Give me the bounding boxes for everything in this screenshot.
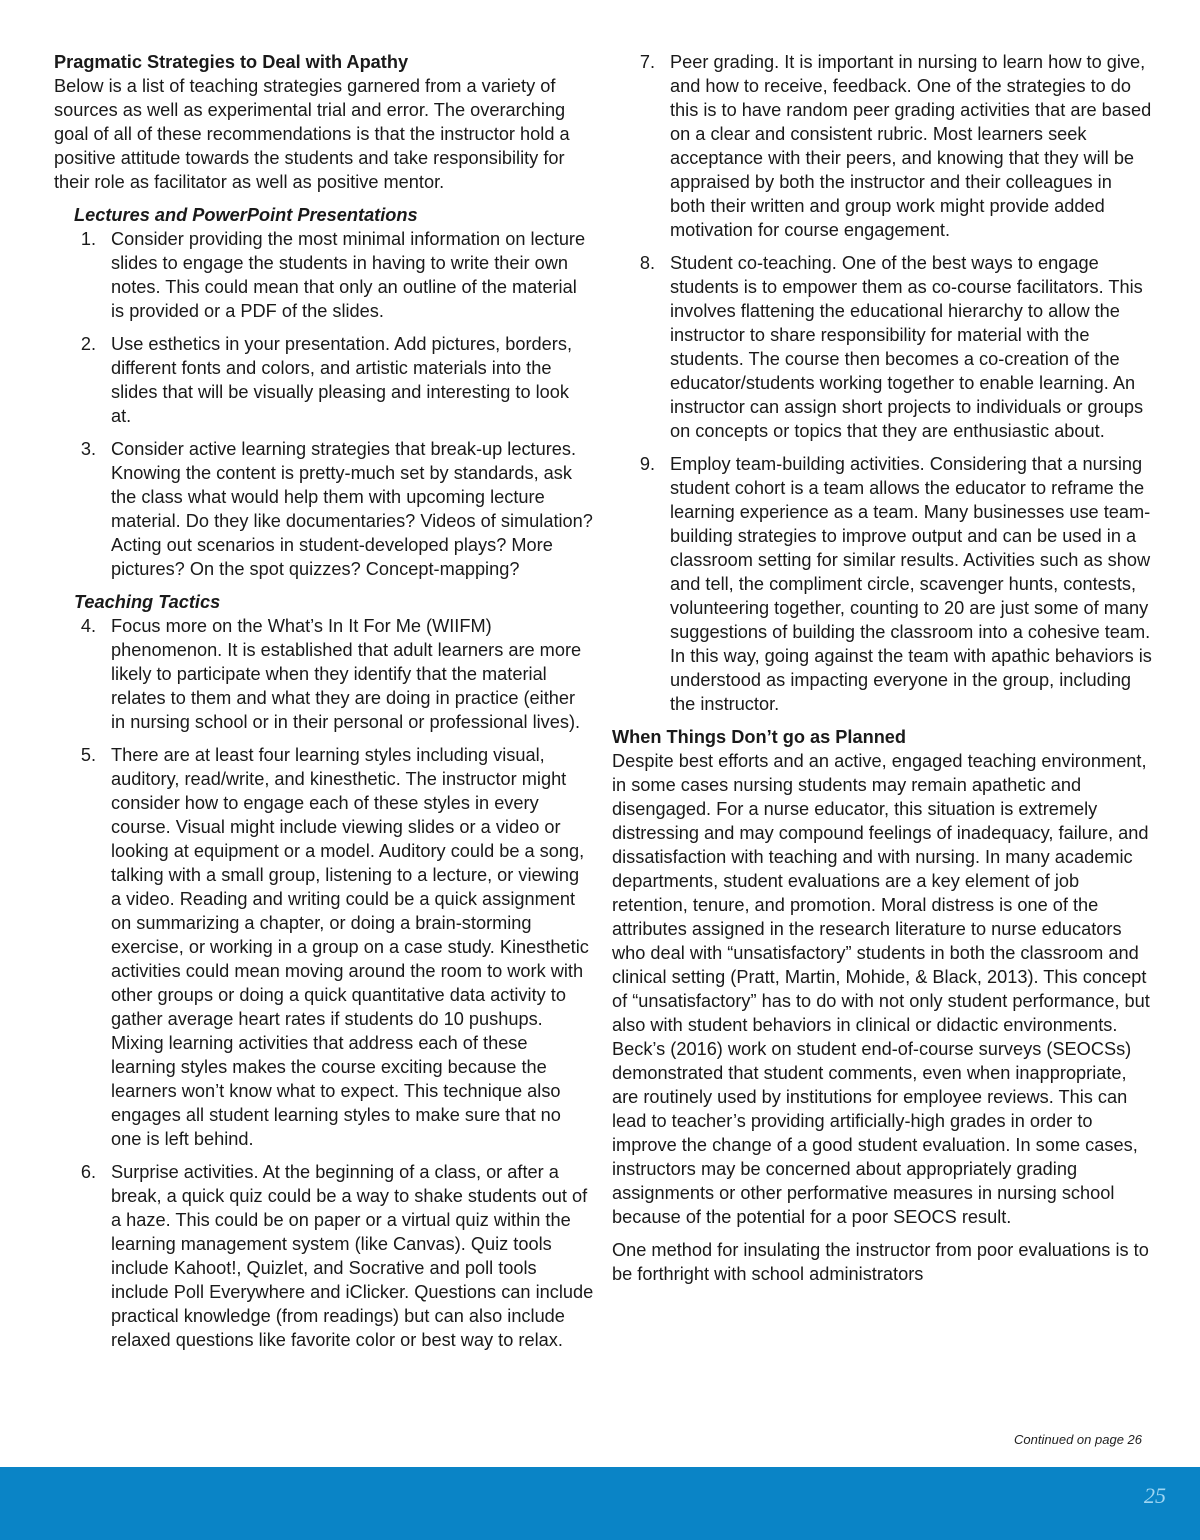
right-column xyxy=(612,50,1152,1286)
body-paragraph: One method for insulating the instructor from poor evaluations is to be forthright with school administrators xyxy=(612,1240,1149,1284)
list-item: 3. Consider active learning strategies that break-up lectures. Knowing the content is pretty-much set by standards, ask the class what would help them with upcoming lecture material. Do they like documentaries? Videos of simulation? Acting out scenarios in student-developed plays? More pictures? On the spot quizzes? Concept-mapping? xyxy=(80,439,593,579)
section-heading-not-planned: When Things Don’t go as Planned xyxy=(612,727,907,747)
subheading-teaching-tactics: Teaching Tactics xyxy=(74,592,221,612)
list-item: 9. Employ team-building activities. Considering that a nursing student cohort is a team allows the educator to reframe the learning experience as a team. Many businesses use team-building strategies to improve output and can be used in a classroom setting for similar results. Activities such as show and tell, the compliment circle, scavenger hunts, contests, volunteering together, counting to 20 are just some of many suggestions of building the classroom into a cohesive team. In this way, going against the team with apathic behaviors is understood as impacting everyone in the group, including the instructor. xyxy=(639,454,1152,714)
list-teaching-tactics xyxy=(54,614,594,1352)
body-paragraph: Despite best efforts and an active, engaged teaching environment, in some cases nursing students may remain apathetic and disengaged. For a nurse educator, this situation is extremely distressing and may compound feelings of inadequacy, failure, and dissatisfaction with teaching and with nursing. In many academic departments, student evaluations are a key element of job retention, tenure, and promotion. Moral distress is one of the attributes assigned in the research literature to nurse educators who deal with “unsatisfactory” students in both the classroom and clinical setting (Pratt, Martin, Mohide, & Black, 2013). This concept of “unsatisfactory” has to do with not only student performance, but also with student behaviors in clinical or didactic environments. Beck’s (2016) work on student end-of-course surveys (SEOCSs) demonstrated that student comments, even when inappropriate, are routinely used by institutions for employee reviews. This can lead to teacher’s providing artificially-high grades in order to improve the change of a good student evaluation. In some cases, instructors may be concerned about appropriately grading assignments or other performative measures in nursing school because of the potential for a poor SEOCS result. xyxy=(612,751,1150,1227)
footer-bar xyxy=(0,1467,1200,1540)
left-column xyxy=(54,50,594,1361)
continued-note: Continued on page 26 xyxy=(1014,1432,1142,1447)
list-item: 7. Peer grading. It is important in nursing to learn how to give, and how to receive, feedback. One of the strategies to do this is to have random peer grading activities that are based on a clear and consistent rubric. Most learners seek acceptance with their peers, and knowing that they will be appraised by both the instructor and their colleagues in both their written and group work might provide added motivation for course engagement. xyxy=(639,52,1152,240)
subheading-lectures: Lectures and PowerPoint Presentations xyxy=(74,205,418,225)
page-number: 25 xyxy=(1144,1483,1166,1508)
list-item: 8. Student co-teaching. One of the best ways to engage students is to empower them as co-course facilitators. This involves flattening the educational hierarchy to allow the instructor to share responsibility for material with the students. The course then becomes a co-creation of the educator/students working together to enable learning. An instructor can assign short projects to individuals or groups on concepts or topics that they are enthusiastic about. xyxy=(639,253,1144,441)
list-lectures xyxy=(54,227,594,581)
list-item: 2. Use esthetics in your presentation. Add pictures, borders, different fonts and colors, and artistic materials into the slides that will be visually pleasing and interesting to look at. xyxy=(80,334,572,426)
section-heading-apathy: Pragmatic Strategies to Deal with Apathy xyxy=(54,52,409,72)
list-item: 5. There are at least four learning styles including visual, auditory, read/write, and kinesthetic. The instructor might consider how to engage each of these styles in every course. Visual might include viewing slides or a video or looking at equipment or a model. Auditory could be a song, talking with a small group, listening to a lecture, or viewing a video. Reading and writing could be a quick assignment on summarizing a chapter, or doing a brain-storming exercise, or working in a group on a case study. Kinesthetic activities could mean moving around the room to work with other groups or doing a quick quantitative data activity to gather average heart rates if students do 10 pushups. Mixing learning activities that address each of these learning styles makes the course exciting because the learners won’t know what to expect. This technique also engages all student learning styles to make sure that no one is left behind. xyxy=(80,745,589,1149)
list-item: 1. Consider providing the most minimal information on lecture slides to engage the students in having to write their own notes. This could mean that only an outline of the material is provided or a PDF of the slides. xyxy=(80,229,586,321)
list-item: 6. Surprise activities. At the beginning of a class, or after a break, a quick quiz could be a way to shake students out of a haze. This could be on paper or a virtual quiz within the learning management system (like Canvas). Quiz tools include Kahoot!, Quizlet, and Socrative and poll tools include Poll Everywhere and iClicker. Questions can include practical knowledge (from readings) but can also include relaxed questions like favorite color or best way to relax. xyxy=(80,1162,594,1350)
intro-paragraph: Below is a list of teaching strategies garnered from a variety of sources as well as experimental trial and error. The overarching goal of all of these recommendations is that the instructor hold a positive attitude towards the students and take responsibility for their role as facilitator as well as positive mentor. xyxy=(54,76,570,192)
list-item: 4. Focus more on the What’s In It For Me (WIIFM) phenomenon. It is established that adult learners are more likely to participate when they identify that the material relates to them and what they are doing in practice (either in nursing school or in their personal or professional lives). xyxy=(80,616,582,732)
list-continued xyxy=(612,50,1152,716)
